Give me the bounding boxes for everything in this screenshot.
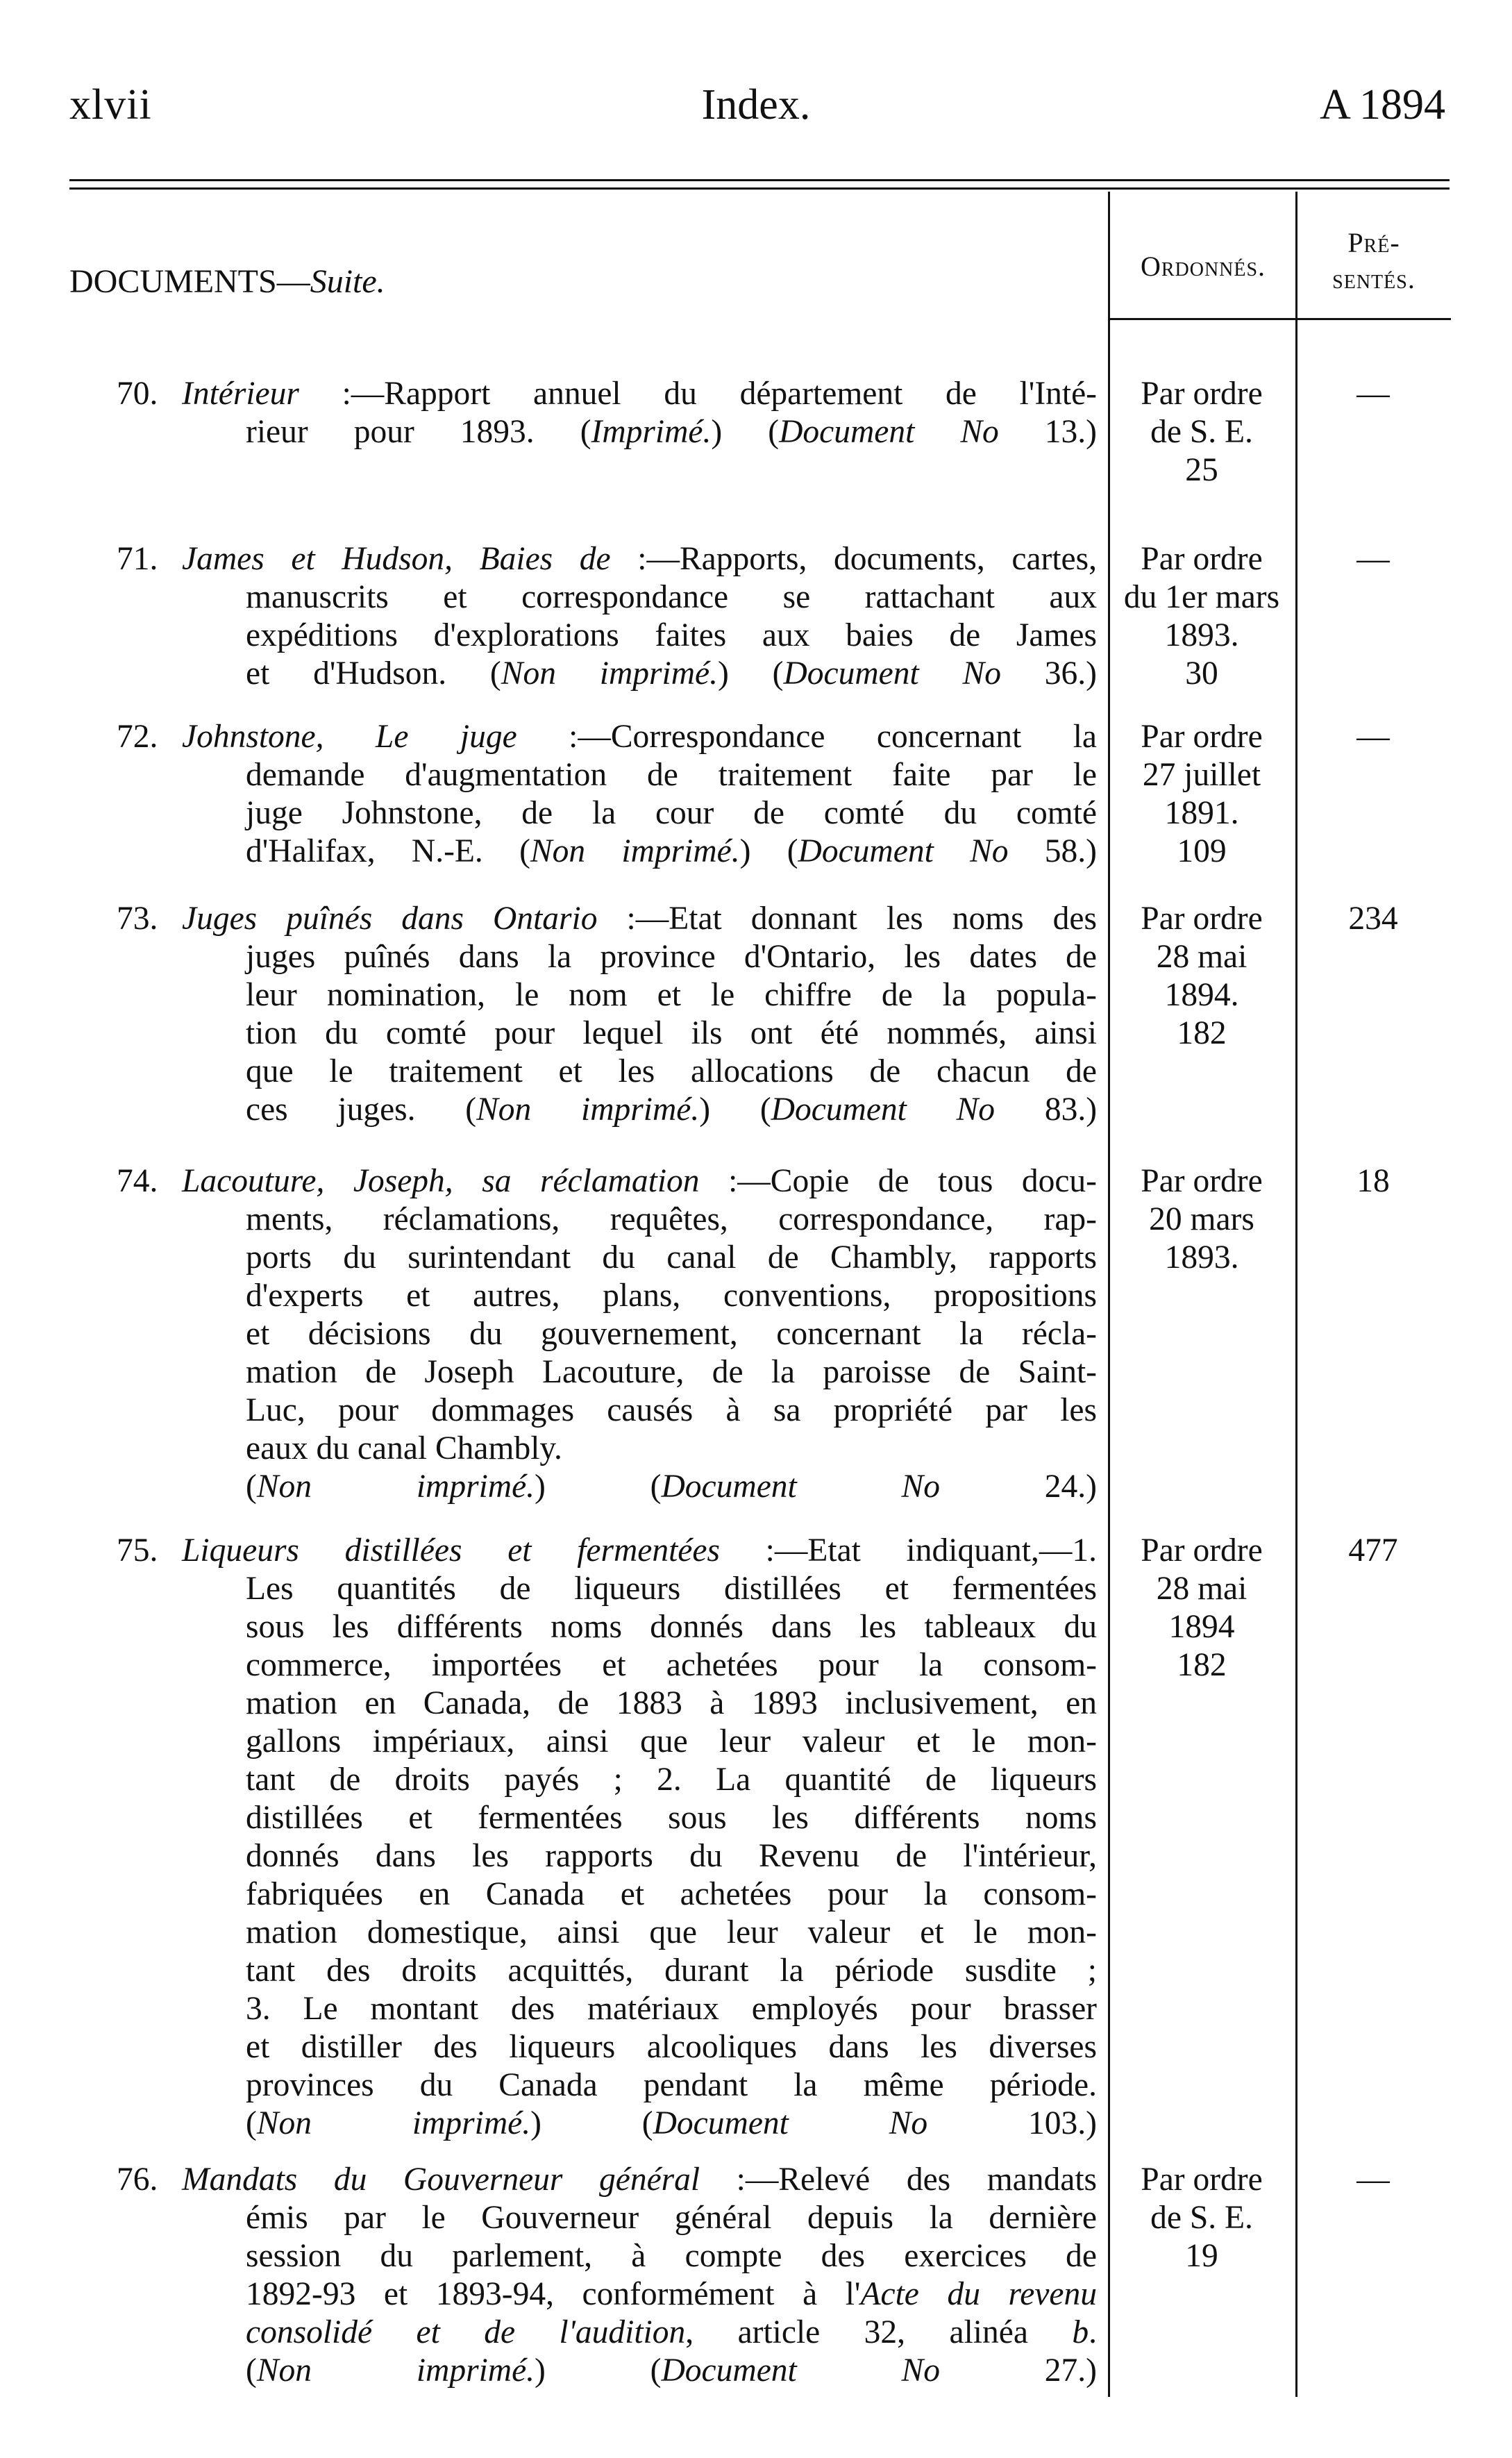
entry-text-line: (Non imprimé.) (Document No 24.) [246,1469,1098,1505]
entry-text-line: tant des droits acquittés, durant la période susdite ; [246,1953,1097,1989]
italic-span: Non imprimé. [256,1469,535,1505]
page-title: Index. [701,81,811,128]
entry-text-line: ports du surintendant du canal de Chambly, rapports [246,1239,1097,1276]
entry-text-line: (Non imprimé.) (Document No 103.) [246,2105,1098,2141]
entry-ordered-line: de S. E. [1150,2200,1253,2236]
entry-text-line: mation domestique, ainsi que leur valeur et le mon- [246,1914,1097,1950]
entry-text-line: juge Johnstone, de la cour de comté du comté [246,795,1097,831]
entry-ordered-line: 19 [1185,2238,1218,2274]
header-rule-bottom [69,187,1450,190]
entry-text-line: eaux du canal Chambly. [246,1430,562,1466]
entry-ordered-line: 1894. [1164,977,1239,1013]
entry-ordered-line: 1893. [1164,617,1239,653]
entry-text-line: et d'Hudson. (Non imprimé.) (Document No 36.) [246,655,1098,692]
column-head-rule [1108,318,1451,320]
page-number: xlvii [69,81,152,128]
entry-ordered [1111,375,1293,490]
column-head-presented [1298,225,1450,297]
entry-text-line: distillées et fermentées sous les différents noms [246,1800,1097,1836]
entry-number: 72. [117,719,158,755]
entry-text-line: fabriquées en Canada et achetées pour la consom- [246,1876,1097,1912]
entry-ordered-line: Par ordre [1141,901,1263,937]
italic-span: Intérieur [182,376,299,412]
entry-text-line: d'experts et autres, plans, conventions, propositions [246,1278,1097,1314]
entry-text-line: expéditions d'explorations faites aux baies de James [246,617,1097,653]
italic-span: Document No [661,2352,940,2389]
italic-span: Mandats du Gouverneur général [182,2162,700,2198]
entry-text-line: consolidé et de l'audition, article 32, alinéa b. [246,2314,1097,2350]
entry-presented: — [1356,541,1390,577]
entry-text [182,375,1097,451]
entry-ordered-line: Par ordre [1141,541,1263,577]
entry-ordered [1111,540,1293,693]
entry-text-line: et distiller des liqueurs alcooliques dans les diverses [246,2029,1097,2065]
entry-text-line: mation en Canada, de 1883 à 1893 inclusivement, en [246,1685,1097,1721]
section-title-main: DOCUMENTS— [69,263,310,300]
italic-span: Non imprimé. [501,655,718,692]
entry-text [182,900,1097,1129]
entry-ordered-line: 20 mars [1149,1201,1254,1237]
italic-span: Document No [653,2105,928,2141]
italic-span: Non imprimé. [256,2105,531,2141]
entry-text-line: et décisions du gouvernement, concernant la récla- [246,1316,1097,1352]
entry-text [182,540,1097,693]
entry-text-line: donnés dans les rapports du Revenu de l'intérieur, [246,1838,1097,1874]
entry-ordered [1111,1162,1293,1277]
entry-text [182,1532,1097,2143]
entry-ordered-line: de S. E. [1150,414,1253,450]
entry-ordered-line: 28 mai [1156,1571,1248,1607]
entry-ordered [1111,900,1293,1053]
entry-number: 76. [117,2162,158,2198]
entry-number: 70. [117,376,158,412]
entry-ordered-line: Par ordre [1141,376,1263,412]
entry-text-line: que le traitement et les allocations de chacun de [246,1053,1097,1089]
italic-span: Johnstone, Le juge [182,719,517,755]
entry-text-line: James et Hudson, Baies de :—Rapports, documents, cartes, [182,541,1097,577]
entry-ordered-line: 27 juillet [1142,757,1261,793]
year-tag: A 1894 [1320,81,1445,128]
column-head-presented-line1: Pré- [1347,227,1400,258]
entry-text-line: d'Halifax, N.-E. (Non imprimé.) (Document No 58.) [246,833,1097,869]
entry-text [182,2161,1097,2390]
entry-text-line: juges puînés dans la province d'Ontario, les dates de [246,939,1097,975]
entry-text-line: émis par le Gouverneur général depuis la dernière [246,2200,1097,2236]
entry-number: 73. [117,901,158,937]
entry-ordered-line: 182 [1177,1647,1227,1683]
italic-span: Document No [779,414,999,450]
italic-span: Document No [771,1092,996,1128]
entry-text-line: ces juges. (Non imprimé.) (Document No 83.) [246,1092,1098,1128]
entry-text-line: Lacouture, Joseph, sa réclamation :—Copie de tous docu- [182,1163,1098,1199]
entry-text-line: commerce, importées et achetées pour la consom- [246,1647,1097,1683]
entry-text [182,1162,1097,1506]
entry-text-line: tion du comté pour lequel ils ont été nommés, ainsi [246,1015,1097,1051]
entry-presented: — [1356,2162,1390,2198]
italic-span: Non imprimé. [530,833,740,869]
entry-text-line: tant de droits payés ; 2. La quantité de liqueurs [246,1762,1097,1798]
entry-text-line: Intérieur :—Rapport annuel du département de l'Inté- [182,376,1097,412]
entry-ordered [1111,1532,1293,1684]
entry-text-line: provinces du Canada pendant la même période. [246,2067,1097,2103]
entry-text-line: 1892-93 et 1893-94, conformément à l'Acte du revenu [246,2276,1097,2312]
entry-presented: 234 [1348,901,1398,937]
entry-text-line: Les quantités de liqueurs distillées et fermentées [246,1571,1097,1607]
italic-span: Imprimé. [591,414,712,450]
column-divider-presented [1295,192,1297,2397]
entry-ordered-line: 28 mai [1156,939,1248,975]
italic-span: consolidé et de l'audition [246,2314,686,2350]
entry-text-line: gallons impériaux, ainsi que leur valeur et le mon- [246,1723,1097,1759]
entry-text-line: sous les différents noms donnés dans les tableaux du [246,1609,1097,1645]
entry-text-line: leur nomination, le nom et le chiffre de la popula- [246,977,1097,1013]
entry-number: 75. [117,1532,158,1569]
entry-text-line: demande d'augmentation de traitement faite par le [246,757,1097,793]
italic-span: Document No [798,833,1009,869]
entry-text-line: ments, réclamations, requêtes, correspondance, rap- [246,1201,1097,1237]
entry-ordered-line: Par ordre [1141,719,1263,755]
entry-ordered [1111,718,1293,871]
entry-ordered [1111,2161,1293,2275]
italic-span: b [1072,2314,1089,2350]
entry-ordered-line: 1894 [1168,1609,1235,1645]
section-title [69,262,385,301]
entry-ordered-line: 1893. [1164,1239,1239,1276]
entry-text-line: Luc, pour dommages causés à sa propriété par les [246,1392,1097,1428]
italic-span: Liqueurs distillées et fermentées [182,1532,720,1569]
entry-text-line: Liqueurs distillées et fermentées :—Etat indiquant,—1. [182,1532,1097,1569]
entry-text [182,718,1097,871]
entry-ordered-line: Par ordre [1141,1532,1263,1569]
entry-text-line: 3. Le montant des matériaux employés pour brasser [246,1991,1097,2027]
italic-span: Document No [783,655,1001,692]
entry-text-line: (Non imprimé.) (Document No 27.) [246,2352,1098,2389]
entry-text-line: rieur pour 1893. (Imprimé.) (Document No 13.) [246,414,1097,450]
entry-ordered-line: 30 [1185,655,1218,692]
entry-ordered-line: Par ordre [1141,1163,1263,1199]
entry-presented: 18 [1356,1163,1390,1199]
column-divider-ordered [1108,192,1110,2397]
column-head-presented-line2: sentés. [1332,263,1416,294]
entry-number: 74. [117,1163,158,1199]
entry-presented: 477 [1348,1532,1398,1569]
italic-span: Lacouture, Joseph, sa réclamation [182,1163,700,1199]
entry-text-line: mation de Joseph Lacouture, de la paroisse de Saint- [246,1354,1097,1390]
entry-ordered-line: 1891. [1164,795,1239,831]
header-rule-top [69,179,1450,181]
entry-ordered-line: du 1er mars [1123,579,1280,615]
entry-presented: — [1356,376,1390,412]
italic-span: James et Hudson, Baies de [182,541,611,577]
entry-ordered-line: Par ordre [1141,2162,1263,2198]
entry-text-line: Johnstone, Le juge :—Correspondance concernant la [182,719,1097,755]
italic-span: Acte du revenu [860,2276,1097,2312]
italic-span: Non imprimé. [476,1092,700,1128]
entry-text-line: manuscrits et correspondance se rattachant aux [246,579,1097,615]
entry-ordered-line: 25 [1185,452,1218,488]
italic-span: Document No [661,1469,940,1505]
entry-presented: — [1356,719,1390,755]
italic-span: Juges puînés dans Ontario [182,901,598,937]
entry-ordered-line: 109 [1177,833,1227,869]
entry-text-line: Juges puînés dans Ontario :—Etat donnant les noms des [182,901,1097,937]
italic-span: Non imprimé. [256,2352,535,2389]
entry-text-line: session du parlement, à compte des exercices de [246,2238,1097,2274]
entry-number: 71. [117,541,158,577]
entry-text-line: Mandats du Gouverneur général :—Relevé des mandats [182,2162,1097,2198]
section-title-suffix: Suite. [310,263,385,300]
entry-ordered-line: 182 [1177,1015,1227,1051]
column-head-ordered: Ordonnés. [1140,251,1266,282]
